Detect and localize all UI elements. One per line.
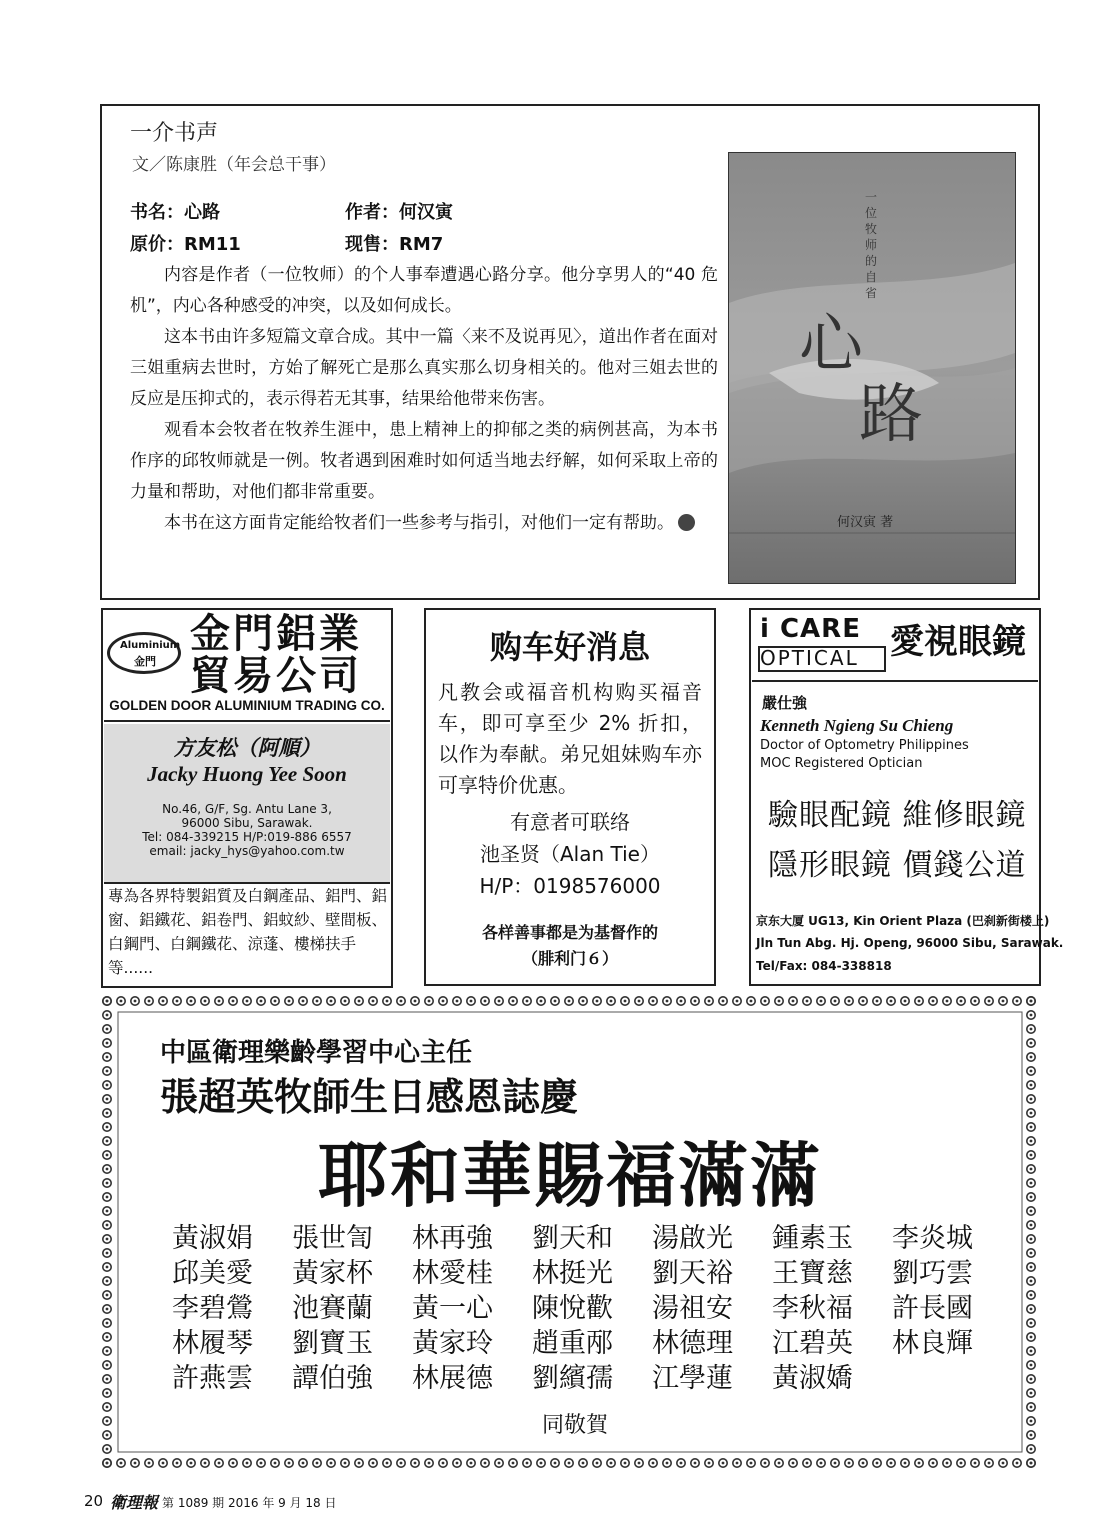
congratulator-name: 黃淑娟 (172, 1223, 253, 1254)
page-number: 20 (84, 1492, 104, 1510)
icare-tel: Tel/Fax: 084-338818 (756, 959, 892, 973)
congratulator-name: 李炎城 (892, 1223, 973, 1254)
cover-subtitle: 一位牧师的自省 (865, 190, 878, 300)
congratulator-name: 林挺光 (532, 1258, 613, 1289)
optometrist-title-2: MOC Registered Optician (760, 756, 923, 771)
congratulator-name: 黃家玲 (412, 1328, 493, 1359)
contact-name-cn: 方友松（阿順） (173, 735, 321, 760)
congratulator-name: 譚伯強 (292, 1363, 373, 1394)
byline: 文／陈康胜（年会总干事） (132, 155, 336, 175)
book-name: 书名：心路 (130, 202, 220, 223)
car-ad-verse-ref: （腓利门６） (521, 949, 618, 968)
congratulator-name: 林履琴 (172, 1328, 253, 1359)
cover-author: 何汉寅 著 (837, 515, 894, 530)
congratulator-name: 江碧英 (772, 1328, 853, 1359)
email-line: email: jacky_hys@yahoo.com.tw (149, 844, 345, 858)
company-name-cn-1: 金門鋁業 (190, 610, 362, 657)
congratulator-name: 池賽蘭 (292, 1293, 373, 1324)
address-line: No.46, G/F, Sg. Antu Lane 3, (162, 802, 332, 816)
logo-aluminium: Aluminium (120, 640, 181, 651)
congratulator-name: 許長國 (892, 1293, 973, 1324)
congratulator-name: 劉天和 (532, 1223, 613, 1254)
icare-address-2: Jln Tun Abg. Hj. Openg, 96000 Sibu, Sarawak. (756, 936, 1064, 950)
icare-name-cn: 愛視眼鏡 (890, 622, 1026, 662)
congratulator-name: 林再強 (412, 1223, 493, 1254)
cover-title-1: 心 (799, 308, 863, 382)
congratulator-names (172, 1224, 1012, 1394)
contact-name-en: Jacky Huong Yee Soon (147, 762, 347, 786)
congratulator-name: 劉繽孺 (532, 1363, 613, 1394)
congratulator-name: 劉寶玉 (292, 1328, 373, 1359)
address-line: 96000 Sibu, Sarawak. (181, 816, 313, 830)
congratulator-name: 黃淑嬌 (772, 1363, 853, 1394)
review-paragraph: 观看本会牧者在牧养生涯中，患上精神上的抑郁之类的病例甚高，为本书作序的邱牧师就是一例。牧者遇到困难时如何适当地去纾解，如何采取上帝的力量和帮助，对他们都非常重要。 (130, 420, 718, 502)
review-paragraph (130, 508, 718, 539)
car-ad-phone: H/P：0198576000 (479, 874, 661, 898)
congratulator-name: 許燕雲 (172, 1363, 253, 1394)
optical-services-1: 驗眼配鏡 維修眼鏡 (768, 798, 1027, 833)
icare-address-1: 京东大厦 UG13, Kin Orient Plaza (巴刹新街楼上) (756, 914, 1050, 928)
optometrist-title-1: Doctor of Optometry Philippines (760, 738, 969, 753)
review-paragraph: 这本书由许多短篇文章合成。其中一篇〈来不及说再见〉，道出作者在面对三姐重病去世时，方始了解死亡是那么真实那么切身相关的。他对三姐去世的反应是压抑式的，表示得若无其事，结果给他带来伤害。 (130, 327, 718, 409)
car-ad-contact-intro: 有意者可联络 (510, 810, 630, 834)
review-paragraph: 内容是作者（一位牧师）的个人事奉遭遇心路分享。他分享男人的“40 危机”，内心各种感受的冲突，以及如何成长。 (130, 265, 718, 316)
car-ad-body: 凡教会或福音机构购买福音车，即可享至少 2% 折扣，以作为奉献。弟兄姐妹购车亦可享特价优惠。 (438, 680, 702, 797)
congratulator-name: 黃一心 (412, 1293, 493, 1324)
phone-line: Tel: 084-339215 H/P:019-886 6557 (142, 830, 352, 844)
congratulator-name: 林良輝 (892, 1328, 973, 1359)
car-ad-title: 购车好消息 (489, 628, 650, 666)
congratulator-name: 王寶慈 (772, 1258, 853, 1289)
services-list: 專為各界特製鋁質及白鋼產品、鋁門、鋁窗、鋁鐵花、鋁卷門、鋁蚊紗、壁間板、白鋼門、白鋼鐵花、涼蓬、樓梯扶手等...... (108, 887, 388, 977)
congrats-line1: 中區衛理樂齡學習中心主任 (160, 1038, 473, 1068)
icare-logo-bottom: OPTICAL (760, 646, 859, 670)
congratulator-name: 湯啟光 (652, 1223, 733, 1254)
book-author: 作者：何汉寅 (345, 202, 453, 223)
icare-logo-top: i CARE (760, 614, 861, 644)
car-ad-contact-name: 池圣贤（Alan Tie） (480, 842, 660, 866)
congratulator-name: 劉天裕 (652, 1258, 733, 1289)
review-last-text: 本书在这方面肯定能给牧者们一些参考与指引，对他们一定有帮助。 (164, 513, 674, 533)
cover-title-2: 路 (859, 378, 923, 452)
congratulator-name: 鍾素玉 (772, 1223, 853, 1254)
congratulator-name: 林展德 (412, 1363, 493, 1394)
optometrist-name-en: Kenneth Ngieng Su Chieng (760, 716, 954, 735)
review-body (130, 260, 718, 539)
congratulator-name: 李秋福 (772, 1293, 853, 1324)
congratulator-name: 趙重邴 (532, 1328, 613, 1359)
company-name-en: GOLDEN DOOR ALUMINIUM TRADING CO. (104, 698, 390, 722)
end-mark-icon (678, 514, 695, 531)
congratulator-name: 林愛桂 (412, 1258, 493, 1289)
issue-info: 第 1089 期 2016 年 9 月 18 日 (162, 1496, 337, 1510)
optometrist-name-cn: 嚴仕強 (762, 694, 808, 712)
congratulator-name: 陳悅歡 (532, 1293, 613, 1324)
company-name-cn-2: 貿易公司 (190, 652, 362, 699)
congratulator-name: 劉巧雲 (892, 1258, 973, 1289)
sign-off: 同敬賀 (542, 1413, 609, 1438)
book-cover (728, 152, 1016, 584)
blessing-title: 耶和華賜福滿滿 (318, 1134, 822, 1217)
address-block (104, 802, 390, 858)
congratulator-name: 李碧鶯 (172, 1293, 253, 1324)
congrats-line2: 張超英牧師生日感恩誌慶 (160, 1075, 579, 1119)
congratulator-name: 張世訇 (292, 1223, 373, 1254)
congratulator-name: 邱美愛 (172, 1258, 253, 1289)
column-title: 一介书声 (130, 121, 219, 146)
congratulator-name: 湯祖安 (652, 1293, 733, 1324)
logo-golden-door: 金門 (134, 655, 156, 668)
original-price: 原价：RM11 (130, 234, 241, 255)
car-ad-verse: 各样善事都是为基督作的 (481, 923, 658, 942)
masthead-logo: 衛理報 (110, 1493, 159, 1512)
sale-price: 现售：RM7 (345, 234, 444, 255)
congratulator-name: 林德理 (652, 1328, 733, 1359)
congratulator-name: 江學蓮 (652, 1363, 733, 1394)
congratulator-name: 黃家杯 (292, 1258, 373, 1289)
optical-services-2: 隱形眼鏡 價錢公道 (768, 848, 1027, 883)
